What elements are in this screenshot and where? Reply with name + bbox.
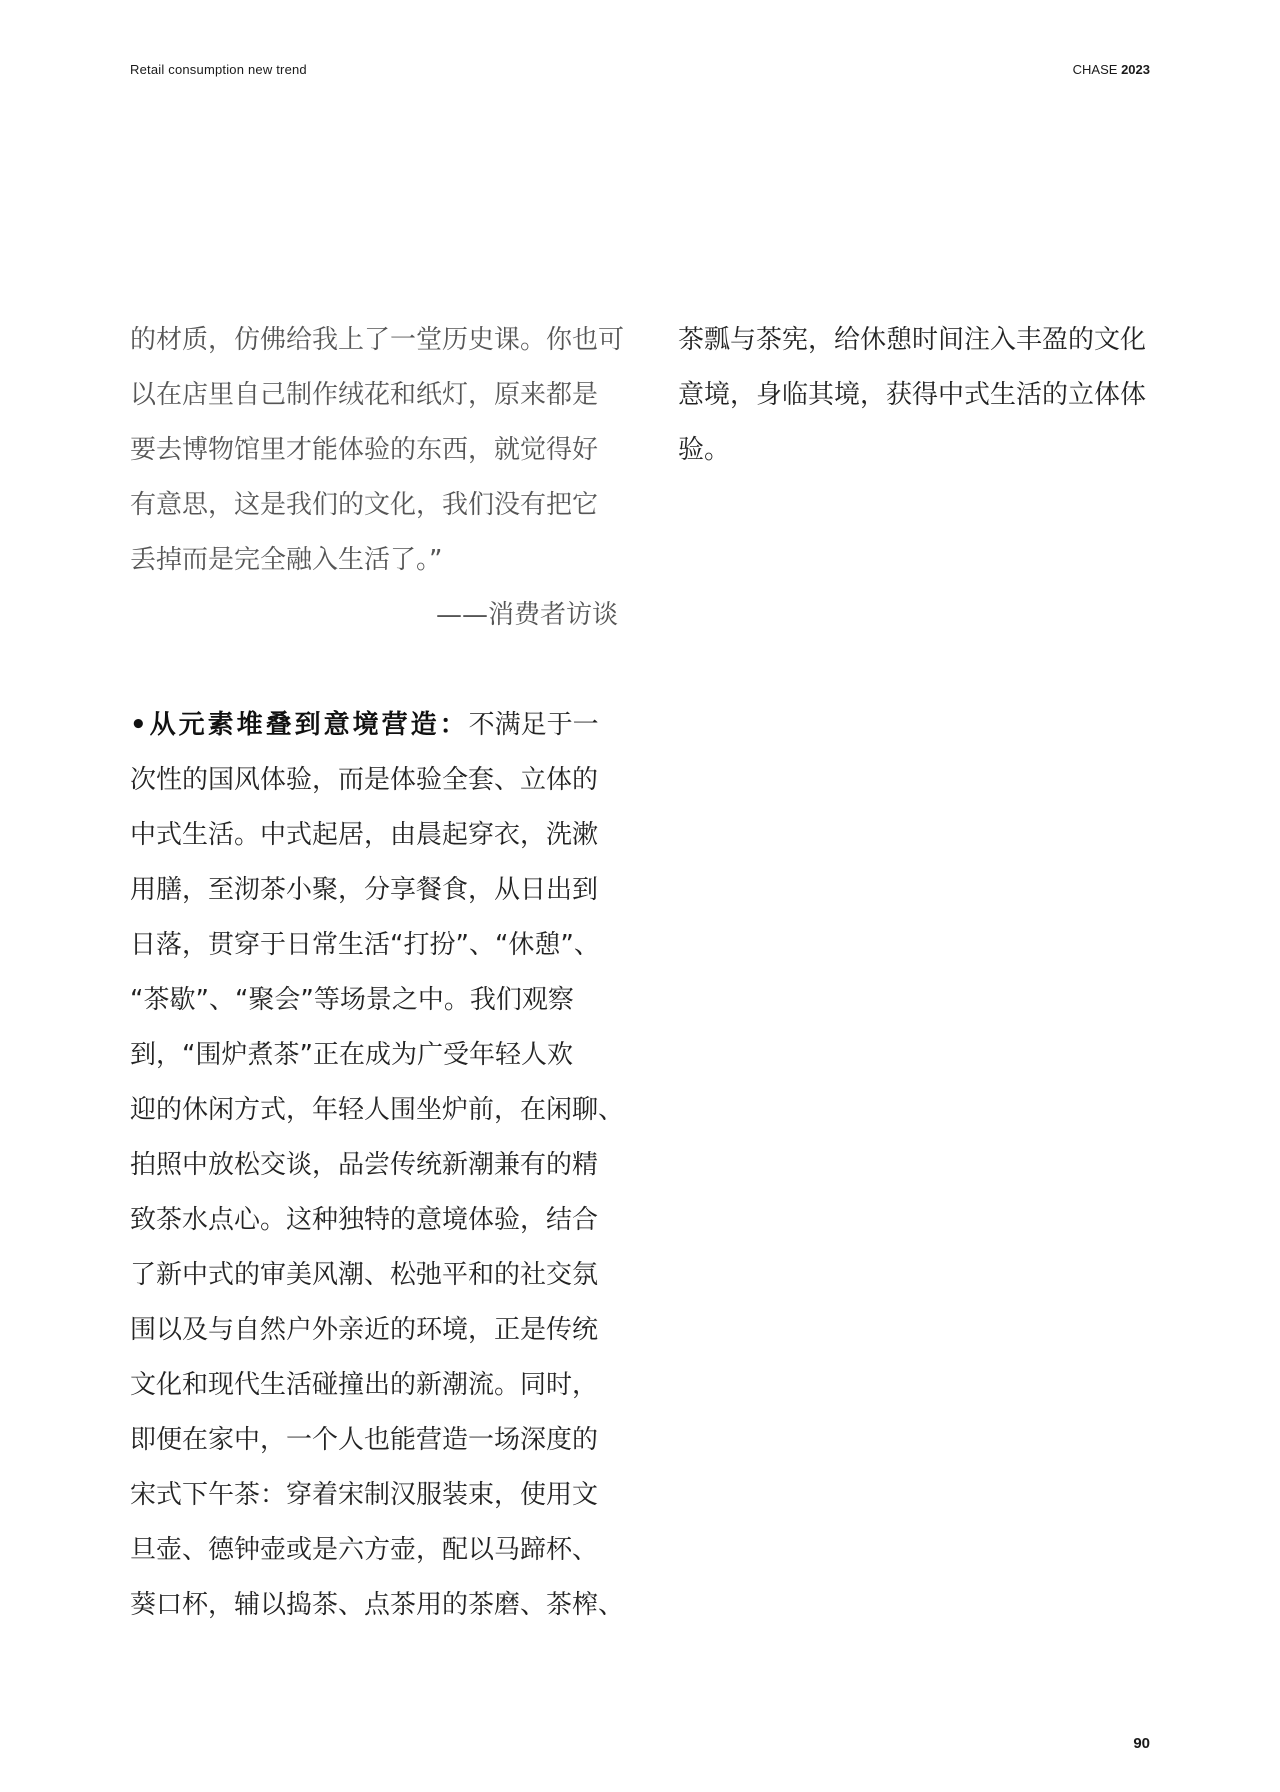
- running-header-brand: [1073, 62, 1150, 77]
- quote-line: 要去博物馆里才能体验的东西，就觉得好: [130, 435, 599, 465]
- left-column: [130, 313, 625, 1633]
- running-header-title: Retail consumption new trend: [130, 62, 307, 77]
- section-first-line-text: 不满足于一: [468, 710, 599, 740]
- right-column: [678, 313, 1168, 478]
- section-body: [130, 698, 625, 1633]
- body-line: 茶瓢与茶宪，给休憩时间注入丰盈的文化: [678, 325, 1147, 355]
- body-line: 致茶水点心。这种独特的意境体验，结合: [130, 1205, 599, 1235]
- body-line: 了新中式的审美风潮、松弛平和的社交氛: [130, 1260, 599, 1290]
- bullet-marker: •: [130, 710, 150, 740]
- body-line: 用膳，至沏茶小聚，分享餐食，从日出到: [130, 875, 599, 905]
- body-line: 迎的休闲方式，年轻人围坐炉前，在闲聊、: [130, 1095, 625, 1125]
- body-line: 次性的国风体验，而是体验全套、立体的: [130, 765, 599, 795]
- consumer-quote: [130, 313, 625, 643]
- page-number: 90: [1133, 1735, 1150, 1752]
- body-line: “茶歇”、“聚会”等场景之中。我们观察: [130, 985, 574, 1015]
- body-line: 宋式下午茶：穿着宋制汉服装束，使用文: [130, 1480, 599, 1510]
- body-line: 意境，身临其境，获得中式生活的立体体: [678, 380, 1147, 410]
- section-first-line: [130, 698, 618, 753]
- body-line: 日落，贯穿于日常生活“打扮”、“休憩”、: [130, 930, 600, 960]
- body-line: 中式生活。中式起居，由晨起穿衣，洗漱: [130, 820, 599, 850]
- quote-line: 丢掉而是完全融入生活了。”: [130, 545, 443, 575]
- body-line: 围以及与自然户外亲近的环境，正是传统: [130, 1315, 599, 1345]
- body-line: 验。: [678, 435, 731, 465]
- body-line: 即便在家中，一个人也能营造一场深度的: [130, 1425, 599, 1455]
- body-line: 旦壶、德钟壶或是六方壶，配以马蹄杯、: [130, 1535, 599, 1565]
- body-line: 葵口杯，辅以捣茶、点茶用的茶磨、茶榨、: [130, 1590, 625, 1620]
- quote-line: 有意思，这是我们的文化，我们没有把它: [130, 490, 599, 520]
- section-heading: 从元素堆叠到意境营造：: [149, 710, 469, 740]
- body-line: 到，“围炉煮茶”正在成为广受年轻人欢: [130, 1040, 573, 1070]
- quote-attribution: ——消费者访谈: [435, 600, 618, 630]
- body-line: 拍照中放松交谈，品尝传统新潮兼有的精: [130, 1150, 599, 1180]
- quote-line: 的材质，仿佛给我上了一堂历史课。你也可: [130, 325, 625, 355]
- brand-name: CHASE: [1072, 62, 1118, 77]
- body-line: 文化和现代生活碰撞出的新潮流。同时，: [130, 1370, 599, 1400]
- brand-year: 2023: [1121, 62, 1150, 77]
- quote-line: 以在店里自己制作绒花和纸灯，原来都是: [130, 380, 599, 410]
